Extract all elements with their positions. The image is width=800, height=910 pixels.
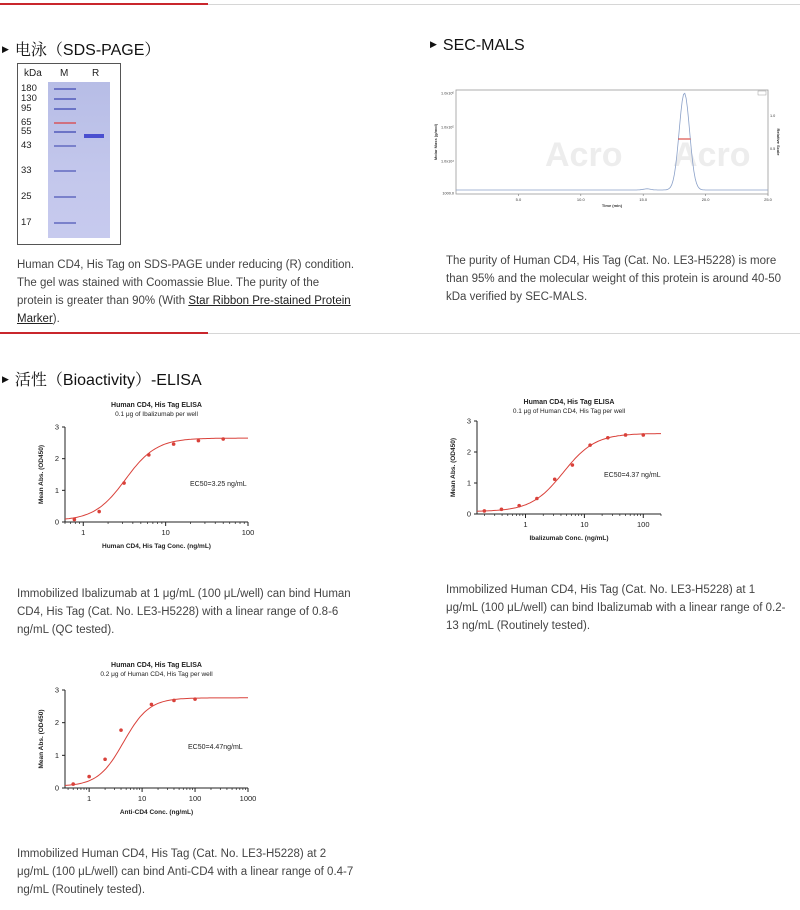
ec50-annotation: EC50=4.47ng/mL <box>188 744 243 751</box>
y-tick-label: 0 <box>466 509 471 519</box>
ec50-annotation: EC50=3.25 ng/mL <box>190 481 247 488</box>
data-point <box>87 775 91 779</box>
svg-text:Acro: Acro <box>673 136 751 174</box>
x-axis-label: Time (min) <box>601 203 623 208</box>
gel-image <box>48 82 110 238</box>
marker-band <box>54 170 76 172</box>
marker-label: 43 <box>21 140 32 151</box>
data-point <box>71 782 75 786</box>
sec-legend-icon <box>758 91 766 95</box>
elisa-description-2: Immobilized Human CD4, His Tag (Cat. No. LE3-H5228) at 1 μg/mL (100 μL/well) can bind Ibalizumab with a linear range of 0.2-13 ng/mL (Routinely tested). <box>446 584 786 632</box>
marker-label: 180 <box>21 83 37 94</box>
y-tick-label: 1.0x10⁶ <box>441 91 454 96</box>
ec50-annotation: EC50=4.37 ng/mL <box>604 472 661 479</box>
marker-band <box>54 108 76 110</box>
star-ribbon-marker-link[interactable]: Star Ribbon Pre-stained Protein Marker <box>17 295 351 325</box>
y-tick-label: 1 <box>466 478 471 488</box>
marker-label: 55 <box>21 126 32 137</box>
chart-title: Human CD4, His Tag ELISA <box>523 399 615 406</box>
elisa-heading-text: 活性（Bioactivity）-ELISA <box>14 372 202 389</box>
sds-page-description: Human CD4, His Tag on SDS-PAGE under reducing (R) condition. The gel was stained with Coomassie Blue. The purity of the protein is greater than 90% (With Star Ribbon Pre-stained Protein Marker). <box>17 259 355 325</box>
data-point <box>193 697 197 701</box>
x-tick-label: 10 <box>161 528 170 537</box>
x-axis-label: Ibalizumab Conc. (ng/mL) <box>529 535 609 542</box>
sec-mals-heading <box>430 37 525 55</box>
bullet-icon: ▶ <box>2 44 9 54</box>
bullet-icon: ▶ <box>2 374 9 384</box>
data-point <box>500 508 504 512</box>
elisa-chart-3 <box>20 656 300 826</box>
data-point <box>517 504 521 508</box>
x-tick-label: 1000 <box>239 794 257 803</box>
data-point <box>172 442 176 446</box>
y-tick-label: 0 <box>54 517 59 527</box>
x-tick-label: 1 <box>87 794 92 803</box>
x-tick-label: 10 <box>137 794 147 803</box>
chart-subtitle: 0.1 μg of Ibalizumab per well <box>115 411 198 418</box>
x-tick-label: 25.0 <box>764 197 772 202</box>
fit-curve <box>65 438 248 519</box>
y-tick-label: 3 <box>466 416 471 426</box>
sec-mals-chart <box>425 84 780 210</box>
top-accent-bar <box>0 3 208 5</box>
x-axis-label: Human CD4, His Tag Conc. (ng/mL) <box>102 543 211 550</box>
sds-page-heading <box>2 37 160 60</box>
x-tick-label: 20.0 <box>701 197 710 202</box>
marker-band <box>54 145 76 147</box>
marker-band <box>54 222 76 224</box>
lane-m-label: M <box>60 68 69 79</box>
y-tick-label: 1000.0 <box>442 191 454 196</box>
x-tick-label: 100 <box>188 794 202 803</box>
elisa-chart-2 <box>430 393 710 548</box>
y-axis-label: Molar Mass (g/mol) <box>433 123 438 161</box>
data-point <box>122 481 126 485</box>
x-tick-label: 10 <box>580 520 589 529</box>
data-point <box>535 497 539 501</box>
y-tick-label: 3 <box>54 422 59 432</box>
watermark <box>545 136 750 174</box>
lane-r-label: R <box>92 68 100 79</box>
data-point <box>97 510 101 514</box>
sds-page-heading-text: 电泳（SDS-PAGE） <box>14 42 161 59</box>
elisa-heading <box>2 367 202 390</box>
marker-label: 130 <box>21 93 37 104</box>
data-point <box>588 443 592 447</box>
data-point <box>119 728 123 732</box>
marker-band <box>54 88 76 90</box>
marker-band <box>54 196 76 198</box>
fit-curve <box>65 698 248 786</box>
data-point <box>624 433 628 437</box>
kda-header: kDa <box>24 68 42 79</box>
y2-tick-label: 1.0 <box>770 114 776 118</box>
sds-page-gel <box>17 63 121 245</box>
elisa-description-1: Immobilized Ibalizumab at 1 μg/mL (100 μL/well) can bind Human CD4, His Tag (Cat. No. LE3-H5228) with a linear range of 0.8-6 ng/mL (QC tested). <box>17 588 351 636</box>
marker-label: 17 <box>21 217 32 228</box>
data-point <box>483 509 487 513</box>
data-point <box>150 703 154 707</box>
y-axis-label: Mean Abs. (OD450) <box>38 445 45 504</box>
x-tick-label: 100 <box>241 528 255 537</box>
sec-mals-heading-text: SEC-MALS <box>442 37 525 54</box>
y-tick-label: 1 <box>54 750 59 760</box>
y2-axis-label: Relative Scale <box>776 128 781 156</box>
chart-title: Human CD4, His Tag ELISA <box>111 662 202 669</box>
section-accent-bar <box>0 332 208 334</box>
y-tick-label: 0 <box>54 783 59 793</box>
y-tick-label: 2 <box>466 447 471 457</box>
svg-text:Acro: Acro <box>545 136 623 174</box>
chart-title: Human CD4, His Tag ELISA <box>111 402 202 409</box>
data-point <box>606 436 610 440</box>
y-tick-label: 1.0x10⁵ <box>441 125 454 130</box>
marker-band-red <box>54 122 76 124</box>
marker-label: 95 <box>21 103 32 114</box>
marker-band <box>54 131 76 133</box>
y-tick-label: 1 <box>54 485 59 495</box>
marker-band <box>54 98 76 100</box>
y2-tick-label: 0.5 <box>770 147 776 151</box>
marker-label: 25 <box>21 191 32 202</box>
sec-mals-description: The purity of Human CD4, His Tag (Cat. No. LE3-H5228) is more than 95% and the molecular weight of this protein is around 40-50 kDa verified by SEC-MALS. <box>446 255 781 303</box>
data-point <box>221 437 225 441</box>
y-tick-label: 3 <box>54 685 59 695</box>
data-point <box>73 518 77 522</box>
y-tick-label: 1.0x10⁴ <box>440 159 454 164</box>
y-tick-label: 2 <box>54 454 59 464</box>
x-tick-label: 5.0 <box>515 197 522 202</box>
chart-subtitle: 0.2 μg of Human CD4, His Tag per well <box>100 671 213 678</box>
x-tick-label: 10.0 <box>576 197 585 202</box>
y-axis-label: Mean Abs. (OD450) <box>38 709 45 769</box>
bullet-icon: ▶ <box>430 39 437 49</box>
elisa-chart-1 <box>20 390 300 560</box>
x-tick-label: 100 <box>637 520 650 529</box>
data-point <box>147 453 151 457</box>
data-point <box>553 477 557 481</box>
sample-band <box>84 134 104 138</box>
data-point <box>103 757 107 761</box>
marker-label: 65 <box>21 117 32 128</box>
data-point <box>571 463 575 467</box>
x-tick-label: 1 <box>523 520 528 529</box>
y-axis-label: Mean Abs. (OD450) <box>450 438 457 497</box>
x-tick-label: 15.0 <box>639 197 648 202</box>
y-tick-label: 2 <box>54 718 59 728</box>
marker-label: 33 <box>21 165 32 176</box>
data-point <box>197 439 201 443</box>
x-axis-label: Anti-CD4 Conc. (ng/mL) <box>119 809 194 816</box>
data-point <box>172 699 176 703</box>
chart-subtitle: 0.1 μg of Human CD4, His Tag per well <box>512 408 626 415</box>
elisa-description-3: Immobilized Human CD4, His Tag (Cat. No. LE3-H5228) at 2 μg/mL (100 μL/well) can bind Anti-CD4 with a linear range of 0.4-7 ng/mL (Routinely tested). <box>17 848 354 896</box>
x-tick-label: 1 <box>81 528 86 537</box>
data-point <box>641 433 645 437</box>
